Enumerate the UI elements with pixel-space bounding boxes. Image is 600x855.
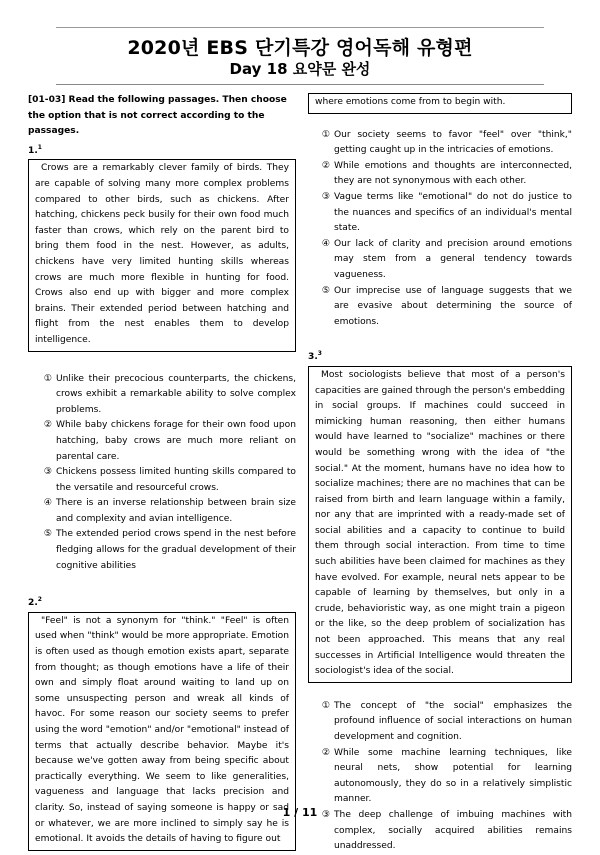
q3-option-1[interactable] bbox=[318, 699, 572, 746]
question-3-number: 3.$^3$ bbox=[308, 350, 322, 363]
option-text: While some machine learning techniques, like neural nets, show potential for learning autonomously, they do so in a relatively simplistic manner. bbox=[334, 747, 572, 805]
q1-option-4[interactable] bbox=[40, 496, 296, 527]
option-number-marker: ② bbox=[43, 420, 53, 431]
option-text: Unlike their precocious counterparts, the chickens, crows exhibit a remarkable ability to solve complex problems. bbox=[56, 373, 296, 415]
question-1-passage: Crows are a remarkably clever family of birds. They are capable of solving many more complex problems compared to other birds, such as chickens. After hatching, chickens peck busily for their own food much faster than crows, which rely on the parent bird to bring them food in the nest. However, as adults, chickens have very limited hunting skills whereas crows are much more flexible in hunting for food. Crows also end up with bigger and more complex brains. Their extended period between hatching and flight from the nest enables them to develop intelligence. bbox=[35, 163, 289, 345]
option-text: While baby chickens forage for their own food upon hatching, baby crows are much more reliant on parental care. bbox=[56, 420, 296, 462]
option-text: While emotions and thoughts are interconnected, they are not synonymous with each other. bbox=[334, 160, 572, 187]
option-number-marker: ① bbox=[43, 373, 53, 384]
option-text: Chickens possess limited hunting skills compared to the versatile and resourceful crows. bbox=[56, 467, 296, 493]
instructions: [01-03] Read the following passages. Then choose the option that is not correct according to the passages. bbox=[28, 95, 287, 137]
title-rule bbox=[56, 84, 544, 85]
question-2-passage: "Feel" is not a synonym for "think." "Feel" is often used when "think" would be more appropriate. Emotion is often used as though emotion exists apart, separate from thought; as though emotions have a life of their own and simply float around waiting to land up on some unsuspecting person and wreak all kinds of havoc. For some reason our society seems to prefer using the word "emotion" and/or "emotional" instead of terms that actually describe behavior. Maybe it's because we've gotten away from being specific about practically everything. We seem to like generalities, vagueness and language that lacks precision and clarity. So, instead of saying someone is happy or sad or whatever, we are more inclined to simply say he is emotional. It avoids the details of having to figure out bbox=[35, 615, 289, 845]
question-1-passage-box bbox=[28, 159, 296, 351]
q3-option-2[interactable] bbox=[318, 746, 572, 808]
q2-option-3[interactable] bbox=[318, 190, 572, 237]
option-number-marker: ① bbox=[321, 700, 331, 711]
option-text: Vague terms like "emotional" do not do justice to the nuances and specifics of an individual's mental state. bbox=[334, 191, 572, 234]
option-number-marker: ⑤ bbox=[321, 285, 331, 296]
option-number-marker: ③ bbox=[321, 191, 331, 202]
q1-option-3[interactable] bbox=[40, 465, 296, 496]
option-number-marker: ③ bbox=[321, 809, 331, 820]
question-3-passage: Most sociologists believe that most of a person's capacities are gained through the person's embedding in social groups. If machines could succeed in mimicking human reasoning, then either humans would have learned to "socialize" machines or there would be something wrong with the idea of "the social." At the moment, humans have no idea how to socialize machines; there are no machines that can be raised from birth and learn language within a family, nor any that are imprinted with a ready-made set of social abilities and a capacity to continue to build them through social interaction. From time to time such abilities have been claimed for machines as they have evolved. For example, neural nets appear to be capable of learning by themselves, but only in a crude, behavioristic way, as one might train a pigeon or the like, so the deep problem of socialization has not been approached. This means that any real successes in Artificial Intelligence would threaten the sociologist's idea of the social. bbox=[315, 369, 565, 677]
question-3-passage-box bbox=[308, 366, 572, 683]
option-text: Our lack of clarity and precision around emotions may stem from a general tendency towards vagueness. bbox=[334, 238, 572, 280]
question-3-options bbox=[318, 699, 572, 855]
question-1-options bbox=[40, 372, 296, 575]
left-column bbox=[28, 93, 296, 851]
option-text: The deep challenge of imbuing machines with complex, socially acquired abilities remains unaddressed. bbox=[334, 809, 572, 852]
option-text: There is an inverse relationship between brain size and complexity and avian intelligence. bbox=[56, 498, 296, 524]
q1-option-2[interactable] bbox=[40, 418, 296, 465]
q2-option-2[interactable] bbox=[318, 159, 572, 190]
question-2-options bbox=[318, 128, 572, 331]
option-number-marker: ③ bbox=[43, 467, 53, 478]
question-2-passage-continued-box bbox=[308, 93, 572, 114]
question-1-number: 1.$^1$ bbox=[28, 143, 42, 156]
option-text: Our imprecise use of language suggests that we are evasive about determining the source of emotions. bbox=[334, 285, 572, 327]
page-subtitle: Day 18 요약문 완성 bbox=[229, 60, 371, 78]
q2-option-5[interactable] bbox=[318, 284, 572, 331]
q1-option-1[interactable] bbox=[40, 372, 296, 419]
option-text: The concept of "the social" emphasizes the profound influence of social interactions on human development and cognition. bbox=[334, 700, 572, 742]
question-2-passage-continued: where emotions come from to begin with. bbox=[315, 97, 506, 107]
q2-option-1[interactable] bbox=[318, 128, 572, 159]
option-text: The extended period crows spend in the nest before fledging allows for the gradual development of their cognitive abilities bbox=[56, 529, 296, 571]
option-number-marker: ⑤ bbox=[43, 529, 53, 540]
page-title: 2020년 EBS 단기특강 영어독해 유형편 bbox=[127, 37, 473, 59]
option-number-marker: ④ bbox=[43, 498, 53, 509]
right-column bbox=[308, 93, 572, 855]
option-number-marker: ② bbox=[321, 160, 331, 171]
question-2-number: 2.$^2$ bbox=[28, 596, 42, 609]
q1-option-5[interactable] bbox=[40, 527, 296, 574]
top-rule bbox=[56, 27, 544, 28]
q2-option-4[interactable] bbox=[318, 237, 572, 284]
option-number-marker: ① bbox=[321, 129, 331, 140]
option-number-marker: ② bbox=[321, 747, 331, 758]
option-text: Our society seems to favor "feel" over "think," getting caught up in the intricacies of emotions. bbox=[334, 129, 572, 156]
option-number-marker: ④ bbox=[321, 238, 331, 249]
page-number: 1 / 11 bbox=[282, 806, 318, 819]
